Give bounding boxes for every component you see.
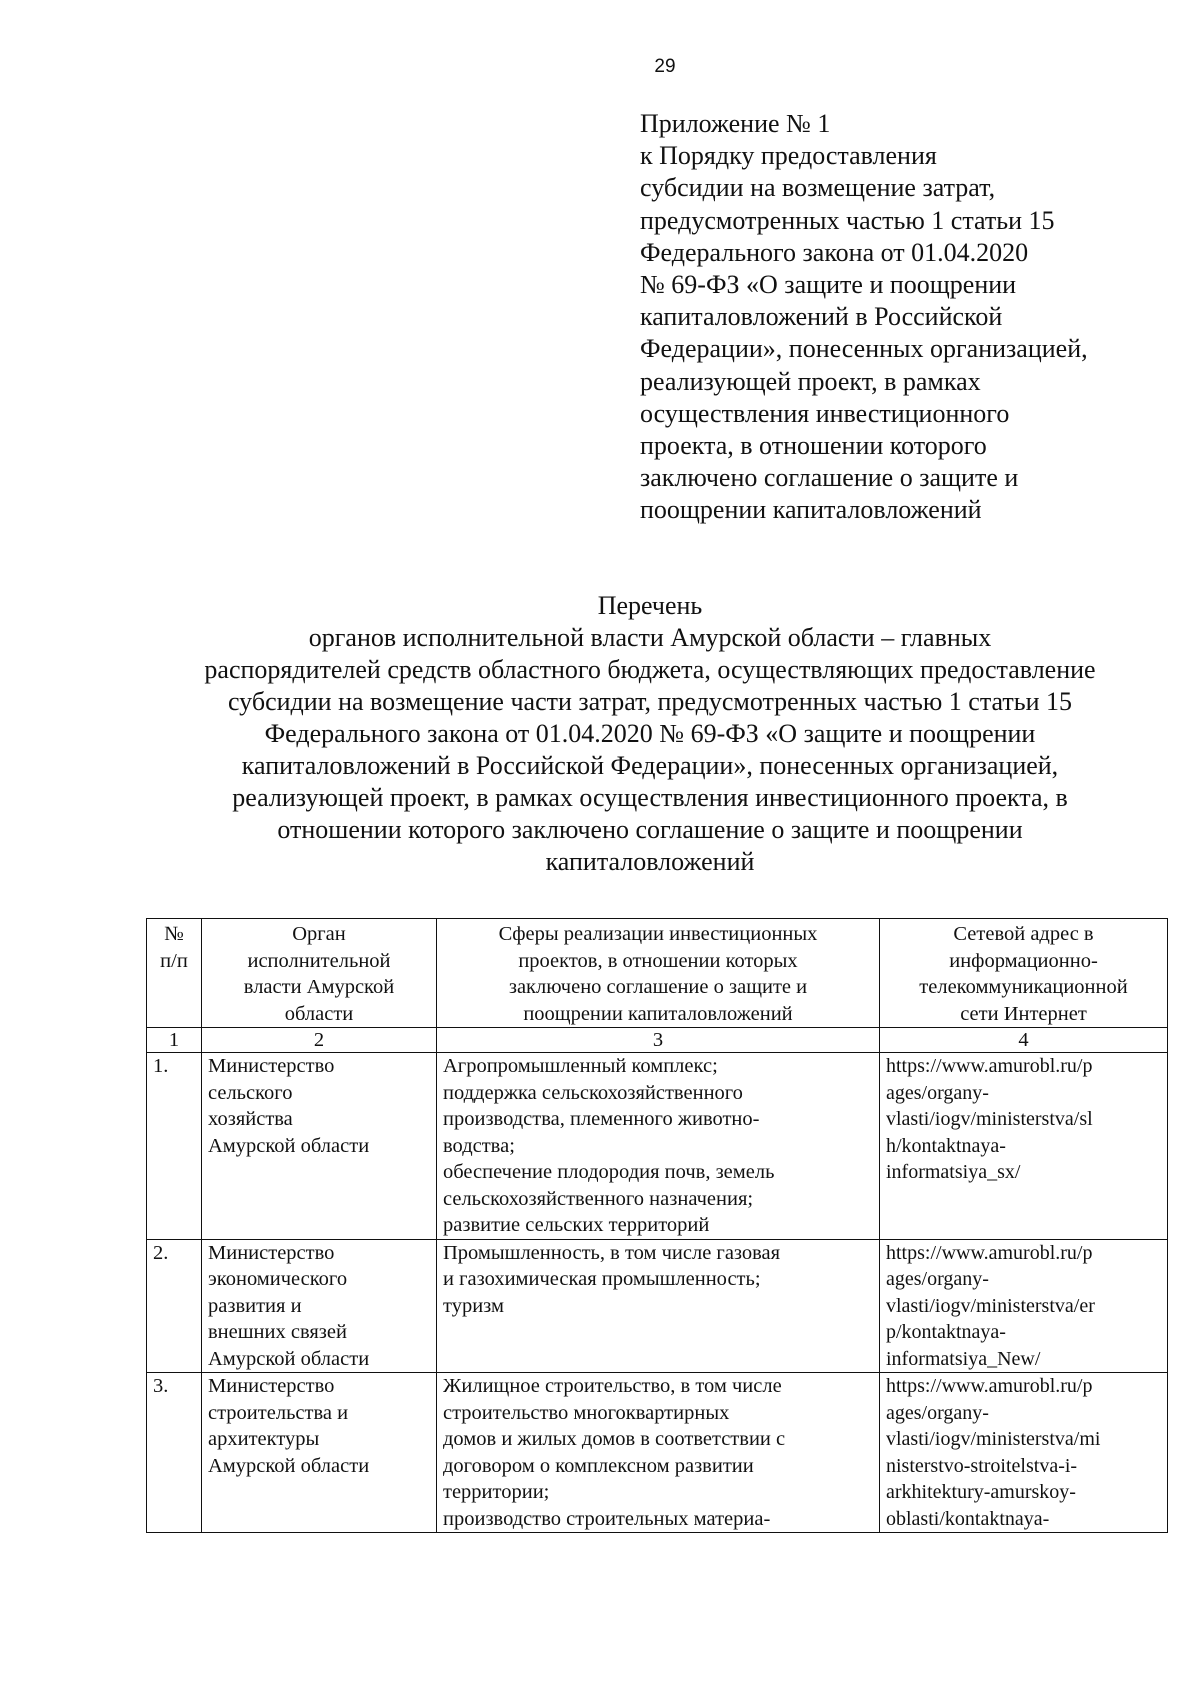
cell-line: водства;: [443, 1134, 515, 1157]
cell-line: Амурской области: [208, 1347, 370, 1370]
cell-line: сельского: [208, 1081, 293, 1104]
table-row: [147, 1239, 1168, 1373]
header-text: Сетевой адрес в: [953, 923, 1094, 945]
appendix-line: осуществления инвестиционного: [640, 398, 1010, 428]
cell-line: производства, племенного животно-: [443, 1108, 760, 1130]
title-heading: Перечень: [597, 591, 703, 620]
url-line[interactable]: ages/organy-: [886, 1081, 989, 1104]
row-organ: [202, 1373, 437, 1533]
title-line: Федерального закона от 01.04.2020 № 69-ФЗ «О защите и поощрении: [264, 719, 1036, 748]
url-line[interactable]: vlasti/iogv/ministerstva/mi: [886, 1428, 1101, 1450]
url-line[interactable]: nisterstvo-stroitelstva-i-: [886, 1454, 1078, 1477]
header-text: исполнительной: [247, 949, 391, 972]
title-line: отношении которого заключено соглашение о защите и поощрении: [277, 815, 1023, 844]
row-url[interactable]: [880, 1373, 1168, 1533]
appendix-line: № 69-ФЗ «О защите и поощрении: [640, 270, 1017, 300]
row-url[interactable]: [880, 1053, 1168, 1240]
title-line: субсидии на возмещение части затрат, предусмотренных частью 1 статьи 15: [227, 687, 1073, 716]
cell-line: Министерство: [208, 1055, 335, 1077]
appendix-line: Приложение № 1: [640, 109, 831, 138]
appendix-line: капиталовложений в Российской: [640, 302, 1003, 332]
header-text: п/п: [160, 949, 188, 972]
title-line: реализующей проект, в рамках осуществления инвестиционного проекта, в: [232, 783, 1068, 812]
page-number: [0, 56, 1200, 78]
url-line[interactable]: p/kontaktnaya-: [886, 1321, 1006, 1343]
cell-line: Промышленность, в том числе газовая: [443, 1241, 781, 1264]
url-line[interactable]: https://www.amurobl.ru/p: [886, 1375, 1093, 1397]
row-url[interactable]: [880, 1239, 1168, 1373]
cell-line: экономического: [208, 1268, 348, 1290]
header-text: поощрении капиталовложений: [523, 1002, 793, 1025]
header-text: власти Амурской: [243, 976, 395, 998]
cell-line: Агропромышленный комплекс;: [443, 1055, 718, 1077]
cell-line: Амурской области: [208, 1454, 370, 1477]
appendix-line: заключено соглашение о защите и: [640, 463, 1019, 493]
appendix-line: проекта, в отношении которого: [640, 431, 987, 461]
header-text: информационно-: [949, 949, 1098, 972]
row-organ: [202, 1239, 437, 1373]
organs-table: [146, 918, 1168, 1533]
cell-line: домов и жилых домов в соответствии с: [443, 1428, 786, 1450]
appendix-line: Федерации», понесенных организацией,: [640, 334, 1088, 364]
url-line[interactable]: https://www.amurobl.ru/p: [886, 1241, 1093, 1264]
appendix-line: предусмотренных частью 1 статьи 15: [640, 205, 1055, 235]
cell-line: обеспечение плодородия почв, земель: [443, 1161, 775, 1183]
document-title: [100, 590, 1200, 878]
cell-line: Амурской области: [208, 1134, 370, 1157]
appendix-line: субсидии на возмещение затрат,: [640, 173, 996, 203]
row-organ: [202, 1053, 437, 1240]
header-text: проектов, в отношении которых: [518, 949, 798, 972]
url-line[interactable]: vlasti/iogv/ministerstva/sl: [886, 1108, 1093, 1130]
table-row: [147, 1373, 1168, 1533]
cell-line: развитие сельских территорий: [443, 1214, 710, 1236]
column-number-row: [147, 1028, 1168, 1053]
url-line[interactable]: https://www.amurobl.ru/p: [886, 1055, 1093, 1077]
cell-line: поддержка сельскохозяйственного: [443, 1081, 743, 1104]
cell-line: строительство многоквартирных: [443, 1401, 730, 1424]
row-spheres: [437, 1373, 880, 1533]
header-text: №: [164, 923, 184, 945]
row-spheres: [437, 1053, 880, 1240]
cell-line: туризм: [443, 1294, 504, 1317]
header-text: области: [284, 1002, 354, 1025]
cell-line: внешних связей: [208, 1321, 347, 1343]
header-text: телекоммуникационной: [919, 976, 1128, 998]
cell-line: Жилищное строительство, в том числе: [443, 1375, 782, 1397]
header-text: сети Интернет: [960, 1002, 1087, 1025]
cell-line: развития и: [208, 1294, 302, 1317]
table-header-row: [147, 919, 1168, 1028]
appendix-block: [640, 108, 1160, 527]
appendix-line: реализующей проект, в рамках: [640, 366, 981, 396]
header-spheres: [437, 919, 880, 1028]
url-line[interactable]: vlasti/iogv/ministerstva/er: [886, 1294, 1095, 1317]
cell-line: и газохимическая промышленность;: [443, 1268, 761, 1290]
column-number: 4: [880, 1028, 1168, 1053]
cell-line: Министерство: [208, 1375, 335, 1397]
url-line[interactable]: h/kontaktnaya-: [886, 1134, 1006, 1157]
column-number: 1: [147, 1028, 202, 1053]
url-line[interactable]: ages/organy-: [886, 1401, 989, 1424]
cell-line: территории;: [443, 1481, 550, 1503]
title-line: распорядителей средств областного бюджета, осуществляющих предоставление: [204, 655, 1096, 684]
table-row: [147, 1053, 1168, 1240]
cell-line: Министерство: [208, 1241, 335, 1264]
column-number: 3: [437, 1028, 880, 1053]
cell-line: производство строительных материа-: [443, 1507, 771, 1530]
header-text: заключено соглашение о защите и: [508, 976, 808, 998]
cell-line: сельскохозяйственного назначения;: [443, 1187, 754, 1210]
row-spheres: [437, 1239, 880, 1373]
header-text: Сферы реализации инвестиционных: [498, 923, 818, 945]
url-line[interactable]: informatsiya_sx/: [886, 1161, 1021, 1183]
cell-line: архитектуры: [208, 1428, 320, 1450]
cell-line: договором о комплексном развитии: [443, 1454, 754, 1477]
header-organ: [202, 919, 437, 1028]
title-line: капиталовложений: [545, 847, 755, 876]
title-line: капиталовложений в Российской Федерации», понесенных организацией,: [241, 751, 1059, 780]
column-number: 2: [202, 1028, 437, 1053]
header-url: [880, 919, 1168, 1028]
appendix-line: поощрении капиталовложений: [640, 495, 982, 525]
header-text: Орган: [292, 923, 346, 945]
title-line: органов исполнительной власти Амурской области – главных: [308, 623, 992, 652]
appendix-line: к Порядку предоставления: [640, 141, 937, 171]
row-num: 1.: [147, 1053, 202, 1240]
cell-line: строительства и: [208, 1401, 349, 1424]
appendix-line: Федерального закона от 01.04.2020: [640, 237, 1029, 267]
header-num: [147, 919, 202, 1028]
row-num: 3.: [147, 1373, 202, 1533]
url-line[interactable]: ages/organy-: [886, 1268, 989, 1290]
url-line[interactable]: arkhitektury-amurskoy-: [886, 1481, 1076, 1503]
url-line[interactable]: informatsiya_New/: [886, 1347, 1041, 1370]
row-num: 2.: [147, 1239, 202, 1373]
page-number-text: 29: [654, 56, 676, 77]
url-line[interactable]: oblasti/kontaktnaya-: [886, 1507, 1050, 1530]
cell-line: хозяйства: [208, 1108, 293, 1130]
